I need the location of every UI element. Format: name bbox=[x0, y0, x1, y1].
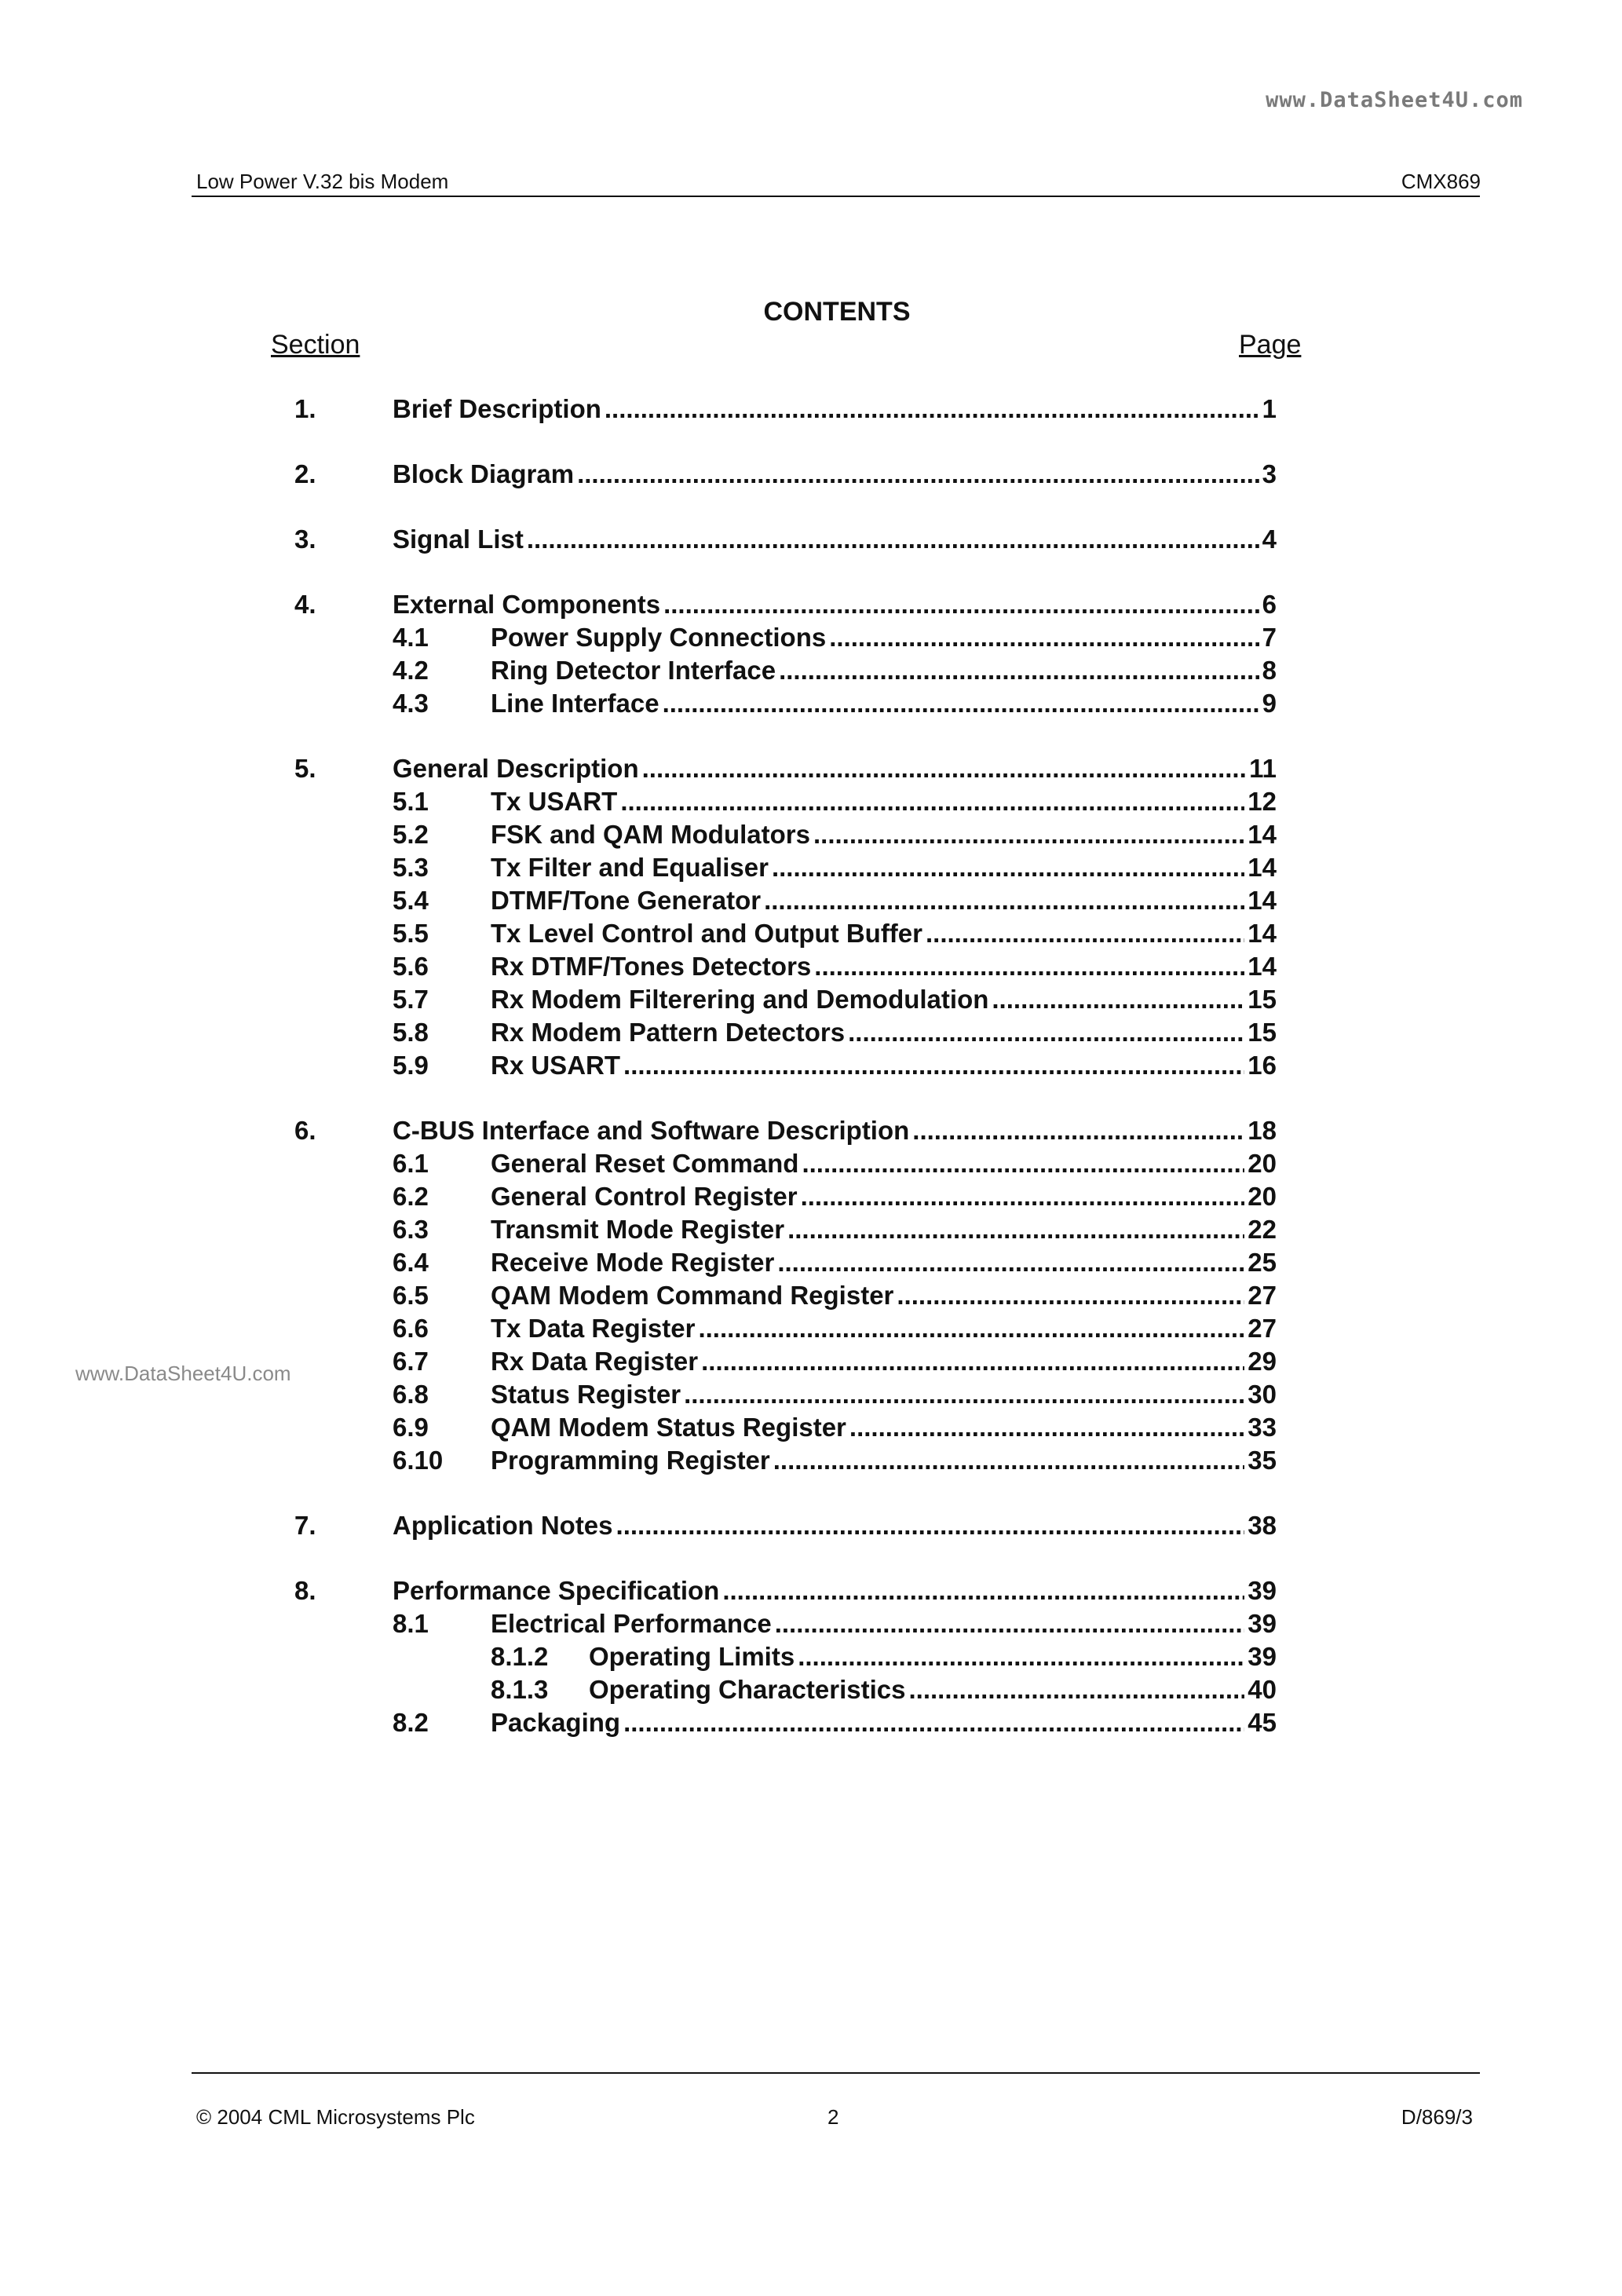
leader-dots bbox=[801, 1180, 1245, 1213]
toc-entry[interactable] bbox=[0, 1180, 1622, 1213]
toc-entry[interactable] bbox=[0, 1246, 1622, 1279]
toc-entry-title: Rx Modem Pattern Detectors bbox=[491, 1018, 846, 1047]
toc-entry-title: QAM Modem Status Register bbox=[491, 1413, 846, 1442]
toc-entry-title: C-BUS Interface and Software Description bbox=[393, 1116, 910, 1145]
leader-dots bbox=[642, 752, 1247, 785]
toc-entry-number: 6.10 bbox=[393, 1446, 444, 1475]
toc-entry-title: FSK and QAM Modulators bbox=[491, 820, 810, 849]
toc-entry[interactable] bbox=[0, 1444, 1622, 1477]
watermark-top: www.DataSheet4U.com bbox=[1266, 88, 1523, 112]
leader-dots bbox=[787, 1213, 1244, 1246]
toc-entry-number: 5. bbox=[294, 754, 316, 783]
toc-entry-title: General Reset Command bbox=[491, 1149, 799, 1178]
toc-entry-page: 40 bbox=[1248, 1675, 1277, 1704]
toc-entry-title: Packaging bbox=[491, 1708, 621, 1737]
footer-copyright: © 2004 CML Microsystems Plc bbox=[196, 2105, 475, 2129]
toc-entry-title: Electrical Performance bbox=[491, 1609, 772, 1638]
toc-entry[interactable] bbox=[0, 1673, 1622, 1706]
leader-dots bbox=[814, 950, 1244, 983]
toc-entry[interactable] bbox=[0, 851, 1622, 884]
toc-entry[interactable] bbox=[0, 654, 1622, 687]
toc-entry-page: 15 bbox=[1248, 1018, 1277, 1047]
toc-entry-title: Signal List bbox=[393, 525, 524, 554]
header-document-title: Low Power V.32 bis Modem bbox=[196, 170, 449, 193]
toc-entry[interactable] bbox=[0, 687, 1622, 720]
toc-entry[interactable] bbox=[0, 917, 1622, 950]
toc-entry-number: 5.2 bbox=[393, 820, 429, 849]
toc-entry-page: 14 bbox=[1248, 853, 1277, 882]
toc-entry[interactable] bbox=[0, 588, 1622, 621]
leader-dots bbox=[829, 621, 1259, 654]
toc-entry[interactable] bbox=[0, 1411, 1622, 1444]
toc-entry-page: 45 bbox=[1248, 1708, 1277, 1737]
leader-dots bbox=[897, 1279, 1244, 1312]
leader-dots bbox=[616, 1509, 1245, 1542]
toc-entry-page: 38 bbox=[1248, 1511, 1277, 1540]
toc-entry-page: 14 bbox=[1248, 952, 1277, 981]
toc-entry-number: 6.8 bbox=[393, 1380, 429, 1409]
header-divider bbox=[192, 196, 1480, 197]
table-of-contents bbox=[0, 393, 1622, 1739]
leader-dots bbox=[992, 983, 1244, 1016]
leader-dots bbox=[777, 1246, 1244, 1279]
toc-entry[interactable] bbox=[0, 983, 1622, 1016]
toc-entry-page: 33 bbox=[1248, 1413, 1277, 1442]
toc-entry-title: Power Supply Connections bbox=[491, 623, 827, 652]
toc-entry-title: Transmit Mode Register bbox=[491, 1215, 785, 1244]
toc-entry-title: Tx Data Register bbox=[491, 1314, 696, 1343]
leader-dots bbox=[912, 1114, 1244, 1147]
leader-dots bbox=[698, 1312, 1244, 1345]
toc-entry-page: 22 bbox=[1248, 1215, 1277, 1244]
section-column-label: Section bbox=[271, 330, 360, 360]
toc-entry-number: 6.6 bbox=[393, 1314, 429, 1343]
toc-entry-title: Line Interface bbox=[491, 689, 659, 718]
leader-dots bbox=[772, 851, 1244, 884]
toc-entry-title: General Description bbox=[393, 754, 639, 783]
toc-entry-page: 9 bbox=[1262, 689, 1277, 718]
toc-entry-page: 4 bbox=[1262, 525, 1277, 554]
toc-entry[interactable] bbox=[0, 1640, 1622, 1673]
toc-entry-number: 6.5 bbox=[393, 1281, 429, 1310]
toc-entry-number: 8. bbox=[294, 1576, 316, 1605]
toc-entry-page: 18 bbox=[1248, 1116, 1277, 1145]
toc-entry-number: 5.9 bbox=[393, 1051, 429, 1080]
toc-entry-title: Programming Register bbox=[491, 1446, 770, 1475]
leader-dots bbox=[848, 1016, 1244, 1049]
toc-entry-page: 29 bbox=[1248, 1347, 1277, 1376]
toc-entry-number: 4.2 bbox=[393, 656, 429, 685]
leader-dots bbox=[620, 785, 1244, 818]
toc-entry-number: 6.9 bbox=[393, 1413, 429, 1442]
toc-entry-number: 6.7 bbox=[393, 1347, 429, 1376]
watermark-side: www.DataSheet4U.com bbox=[75, 1362, 291, 1385]
leader-dots bbox=[849, 1411, 1244, 1444]
toc-entry-title: Receive Mode Register bbox=[491, 1248, 775, 1277]
header-part-number: CMX869 bbox=[1401, 170, 1481, 193]
leader-dots bbox=[798, 1640, 1244, 1673]
toc-entry-number: 8.1.3 bbox=[491, 1675, 549, 1704]
leader-dots bbox=[813, 818, 1244, 851]
leader-dots bbox=[684, 1378, 1244, 1411]
toc-entry[interactable] bbox=[0, 1607, 1622, 1640]
toc-entry-number: 5.5 bbox=[393, 919, 429, 948]
leader-dots bbox=[663, 588, 1259, 621]
leader-dots bbox=[722, 1574, 1244, 1607]
toc-entry-page: 6 bbox=[1262, 590, 1277, 619]
toc-entry-page: 20 bbox=[1248, 1182, 1277, 1211]
toc-entry-number: 5.7 bbox=[393, 985, 429, 1014]
toc-entry-page: 25 bbox=[1248, 1248, 1277, 1277]
toc-entry-number: 4.3 bbox=[393, 689, 429, 718]
toc-entry-title: Rx USART bbox=[491, 1051, 621, 1080]
page-column-label: Page bbox=[1239, 330, 1302, 360]
footer-divider bbox=[192, 2072, 1480, 2074]
toc-entry-page: 14 bbox=[1248, 919, 1277, 948]
toc-entry-page: 14 bbox=[1248, 886, 1277, 915]
leader-dots bbox=[701, 1345, 1244, 1378]
toc-entry-page: 12 bbox=[1248, 787, 1277, 816]
toc-entry-page: 11 bbox=[1249, 754, 1277, 783]
toc-entry-number: 8.1.2 bbox=[491, 1642, 549, 1671]
toc-entry[interactable] bbox=[0, 1049, 1622, 1082]
toc-entry-page: 39 bbox=[1248, 1609, 1277, 1638]
leader-dots bbox=[926, 917, 1244, 950]
toc-entry-page: 27 bbox=[1248, 1314, 1277, 1343]
toc-entry-number: 3. bbox=[294, 525, 316, 554]
toc-entry-number: 5.6 bbox=[393, 952, 429, 981]
leader-dots bbox=[775, 1607, 1245, 1640]
toc-entry-title: Rx DTMF/Tones Detectors bbox=[491, 952, 812, 981]
toc-entry-number: 8.2 bbox=[393, 1708, 429, 1737]
toc-entry-number: 7. bbox=[294, 1511, 316, 1540]
toc-entry-page: 3 bbox=[1262, 459, 1277, 488]
toc-entry-page: 30 bbox=[1248, 1380, 1277, 1409]
toc-entry[interactable] bbox=[0, 1016, 1622, 1049]
leader-dots bbox=[605, 393, 1259, 426]
toc-entry-number: 8.1 bbox=[393, 1609, 429, 1638]
toc-entry-number: 6.3 bbox=[393, 1215, 429, 1244]
toc-entry[interactable] bbox=[0, 884, 1622, 917]
toc-entry-page: 39 bbox=[1248, 1576, 1277, 1605]
toc-entry-number: 6. bbox=[294, 1116, 316, 1145]
leader-dots bbox=[802, 1147, 1244, 1180]
toc-entry[interactable] bbox=[0, 752, 1622, 785]
footer-document-id: D/869/3 bbox=[1401, 2105, 1473, 2129]
toc-entry-title: Tx Filter and Equaliser bbox=[491, 853, 769, 882]
toc-entry-title: Application Notes bbox=[393, 1511, 613, 1540]
leader-dots bbox=[623, 1706, 1244, 1739]
toc-entry-page: 20 bbox=[1248, 1149, 1277, 1178]
toc-entry[interactable] bbox=[0, 1114, 1622, 1147]
toc-entry-number: 4.1 bbox=[393, 623, 429, 652]
toc-entry-title: Tx Level Control and Output Buffer bbox=[491, 919, 922, 948]
leader-dots bbox=[663, 687, 1259, 720]
toc-entry[interactable] bbox=[0, 393, 1622, 426]
toc-entry-number: 4. bbox=[294, 590, 316, 619]
toc-entry-page: 27 bbox=[1248, 1281, 1277, 1310]
toc-entry-title: Tx USART bbox=[491, 787, 618, 816]
leader-dots bbox=[908, 1673, 1244, 1706]
toc-entry-title: Rx Modem Filterering and Demodulation bbox=[491, 985, 989, 1014]
toc-entry-number: 5.3 bbox=[393, 853, 429, 882]
toc-entry[interactable] bbox=[0, 818, 1622, 851]
footer-page-number: 2 bbox=[827, 2105, 839, 2129]
toc-entry-number: 6.1 bbox=[393, 1149, 429, 1178]
toc-entry[interactable] bbox=[0, 458, 1622, 491]
toc-entry-title: Block Diagram bbox=[393, 459, 575, 488]
toc-entry-title: Operating Limits bbox=[589, 1642, 795, 1671]
leader-dots bbox=[779, 654, 1259, 687]
toc-entry-number: 6.4 bbox=[393, 1248, 429, 1277]
toc-entry-page: 8 bbox=[1262, 656, 1277, 685]
toc-entry-title: Brief Description bbox=[393, 394, 601, 423]
toc-entry[interactable] bbox=[0, 1509, 1622, 1542]
leader-dots bbox=[773, 1444, 1245, 1477]
toc-entry[interactable] bbox=[0, 621, 1622, 654]
contents-title: CONTENTS bbox=[763, 297, 911, 327]
toc-entry[interactable] bbox=[0, 1279, 1622, 1312]
toc-entry-title: DTMF/Tone Generator bbox=[491, 886, 762, 915]
toc-entry-number: 1. bbox=[294, 394, 316, 423]
toc-entry-number: 5.4 bbox=[393, 886, 429, 915]
toc-entry[interactable] bbox=[0, 1312, 1622, 1345]
toc-entry-page: 1 bbox=[1262, 394, 1277, 423]
toc-entry-page: 15 bbox=[1248, 985, 1277, 1014]
leader-dots bbox=[764, 884, 1244, 917]
toc-entry[interactable] bbox=[0, 1345, 1622, 1378]
toc-entry-page: 35 bbox=[1248, 1446, 1277, 1475]
toc-entry-title: QAM Modem Command Register bbox=[491, 1281, 894, 1310]
toc-entry[interactable] bbox=[0, 950, 1622, 983]
toc-entry[interactable] bbox=[0, 785, 1622, 818]
leader-dots bbox=[623, 1049, 1244, 1082]
leader-dots bbox=[577, 458, 1259, 491]
toc-entry-title: Status Register bbox=[491, 1380, 681, 1409]
toc-entry-number: 6.2 bbox=[393, 1182, 429, 1211]
toc-entry-title: Rx Data Register bbox=[491, 1347, 699, 1376]
toc-entry[interactable] bbox=[0, 523, 1622, 556]
toc-entry-page: 39 bbox=[1248, 1642, 1277, 1671]
toc-entry[interactable] bbox=[0, 1378, 1622, 1411]
toc-entry-page: 16 bbox=[1248, 1051, 1277, 1080]
toc-entry-title: Operating Characteristics bbox=[589, 1675, 906, 1704]
toc-entry-page: 7 bbox=[1262, 623, 1277, 652]
toc-entry-title: Performance Specification bbox=[393, 1576, 720, 1605]
toc-entry[interactable] bbox=[0, 1147, 1622, 1180]
toc-entry-number: 5.8 bbox=[393, 1018, 429, 1047]
toc-entry-page: 14 bbox=[1248, 820, 1277, 849]
toc-entry[interactable] bbox=[0, 1706, 1622, 1739]
toc-entry-number: 2. bbox=[294, 459, 316, 488]
leader-dots bbox=[527, 523, 1259, 556]
toc-entry-title: General Control Register bbox=[491, 1182, 798, 1211]
toc-entry[interactable] bbox=[0, 1574, 1622, 1607]
toc-entry-number: 5.1 bbox=[393, 787, 429, 816]
toc-entry-title: Ring Detector Interface bbox=[491, 656, 776, 685]
toc-entry[interactable] bbox=[0, 1213, 1622, 1246]
toc-entry-title: External Components bbox=[393, 590, 661, 619]
